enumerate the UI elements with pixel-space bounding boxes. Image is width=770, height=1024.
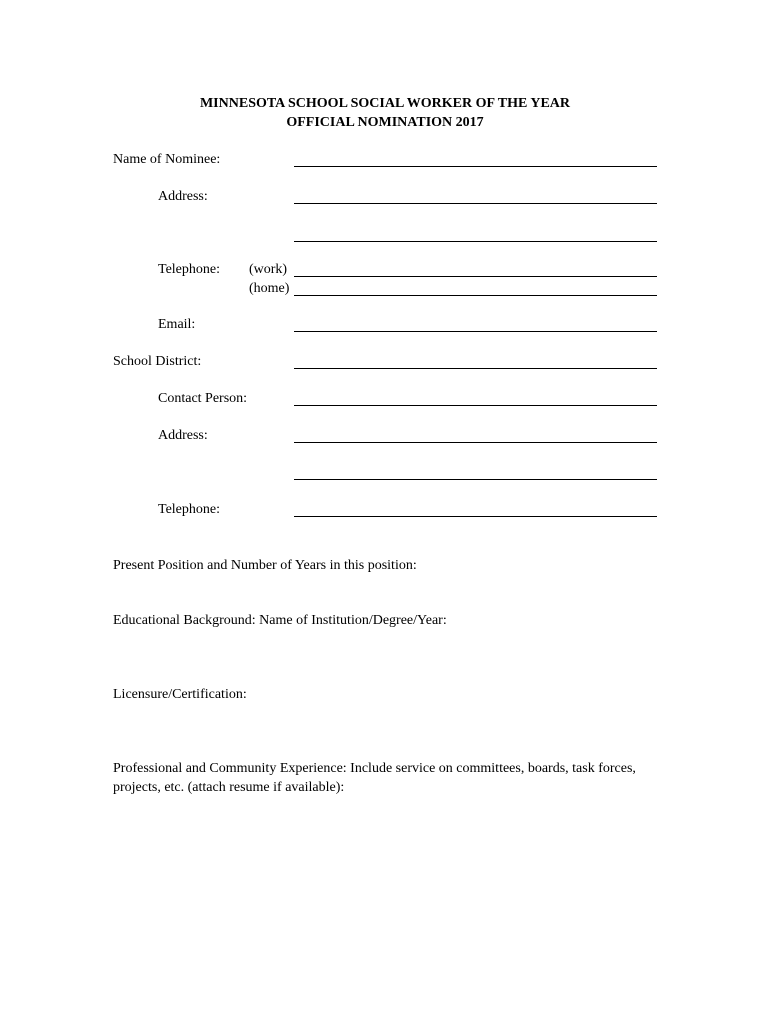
nominee-name-label: Name of Nominee: (113, 152, 221, 167)
district-address-field-1[interactable] (294, 427, 657, 443)
school-district-field[interactable] (294, 353, 657, 369)
nominee-email-label: Email: (158, 317, 196, 332)
nominee-work-phone-label: (work) (249, 262, 288, 277)
nominee-address-label: Address: (158, 189, 208, 204)
nominee-work-phone-field[interactable] (294, 261, 657, 277)
nominee-email-field[interactable] (294, 316, 657, 332)
experience-question: Professional and Community Experience: Include service on committees, boards, task forces, projects, etc. (attach resume if available): (113, 761, 636, 795)
district-telephone-field[interactable] (294, 501, 657, 517)
district-address-label: Address: (158, 428, 208, 443)
nominee-telephone-label: Telephone: (158, 262, 220, 277)
school-district-label: School District: (113, 354, 202, 369)
form-title: MINNESOTA SCHOOL SOCIAL WORKER OF THE YEAR (199, 96, 571, 111)
nominee-home-phone-label: (home) (249, 281, 290, 296)
nominee-address-field-2[interactable] (294, 226, 657, 242)
position-question: Present Position and Number of Years in this position: (113, 558, 417, 573)
licensure-question: Licensure/Certification: (113, 687, 247, 702)
nominee-name-field[interactable] (294, 151, 657, 167)
contact-person-field[interactable] (294, 390, 657, 406)
district-address-field-2[interactable] (294, 464, 657, 480)
nominee-address-field-1[interactable] (294, 188, 657, 204)
form-subtitle: OFFICIAL NOMINATION 2017 (286, 115, 484, 130)
district-telephone-label: Telephone: (158, 502, 220, 517)
contact-person-label: Contact Person: (158, 391, 248, 406)
nominee-home-phone-field[interactable] (294, 280, 657, 296)
education-question: Educational Background: Name of Institution/Degree/Year: (113, 613, 447, 628)
